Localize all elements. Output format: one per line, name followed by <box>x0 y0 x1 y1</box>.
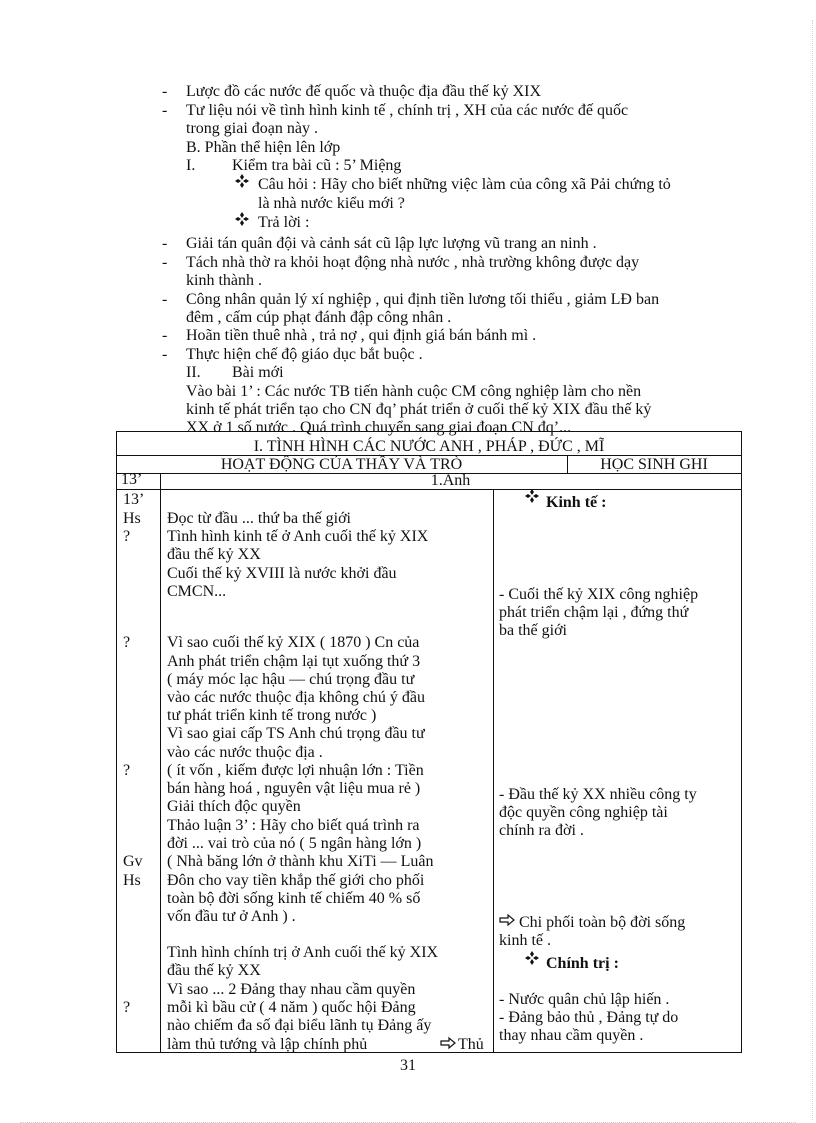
role-cell: Hs <box>123 510 141 527</box>
note-line: - Nước quân chủ lập hiến . <box>499 991 670 1008</box>
bullet-icon <box>524 488 540 509</box>
activity-line: tư phát triển kinh tế trong nước ) <box>167 707 377 724</box>
time-cell: 13’ <box>121 471 143 488</box>
role-cell: Gv <box>123 853 143 870</box>
note-line: - Đảng bảo thủ , Đảng tự do <box>499 1009 679 1026</box>
role-cell: 13’ <box>123 491 145 508</box>
answer-item: Công nhân quản lý xí nghiệp , qui định tiền lương tối thiểu , giảm LĐ ban <box>186 291 660 308</box>
note-line: Chi phối toàn bộ đời sống <box>519 914 686 931</box>
activity-line: đầu thế kỷ XX <box>167 546 261 563</box>
activity-line: Anh phát triển chậm lại tụt xuống thứ 3 <box>167 653 421 670</box>
activity-line: vào các nước thuộc địa . <box>167 744 323 761</box>
activity-line: làm thủ tướng và lập chính phủ <box>167 1036 368 1053</box>
list-item: Lược đồ các nước đế quốc và thuộc địa đầu thế kỷ XIX <box>186 83 542 100</box>
activity-line: CMCN... <box>167 583 227 600</box>
table-border <box>493 489 494 1052</box>
activity-line: vốn đầu tư ở Anh ) . <box>167 908 296 925</box>
answer-item: Tách nhà thờ ra khỏi hoạt động nhà nước , nhà trường không được dạy <box>186 254 640 271</box>
note-heading: Kinh tế : <box>546 494 607 511</box>
intro-paragraph-line: kinh tế phát triển tạo cho CN đq’ phát triển ở cuối thế kỷ XIX đầu thế kỷ <box>186 401 652 418</box>
activity-line: Vì sao cuối thế kỷ XIX ( 1870 ) Cn của <box>167 634 420 651</box>
roman-numeral: II. <box>186 364 201 381</box>
intro-paragraph-line: Vào bài 1’ : Các nước TB tiến hành cuộc CM công nghiệp làm cho nền <box>186 383 642 400</box>
activity-line: Tình hình kinh tế ở Anh cuối thế kỷ XIX <box>167 528 429 545</box>
activity-line: toàn bộ đời sống kinh tế chiếm 40 % số <box>167 890 421 907</box>
arrow-icon <box>499 913 515 932</box>
page-number: 31 <box>400 1057 416 1074</box>
list-dash: - <box>162 254 168 271</box>
activity-line: bán hàng hoá , nguyên vật liệu mua rẻ ) <box>167 780 421 797</box>
activity-line: Giải thích độc quyền <box>167 798 301 815</box>
activity-line: Thảo luận 3’ : Hãy cho biết quá trình ra <box>167 817 420 834</box>
bullet-icon <box>524 950 540 971</box>
list-dash: - <box>162 102 168 119</box>
note-line: phát triển chậm lại , đứng thứ <box>499 604 689 621</box>
section-heading: Kiểm tra bài cũ : 5’ Miệng <box>232 157 402 174</box>
question-line: Câu hỏi : Hãy cho biết những việc làm của công xã Pải chứng tỏ <box>258 176 671 193</box>
list-dash: - <box>162 83 168 100</box>
activity-line: đời ... vai trò của nó ( 5 ngân hàng lớn ) <box>167 835 422 852</box>
activity-line: Đọc từ đầu ... thứ ba thế giới <box>167 510 351 527</box>
note-line: chính ra đời . <box>499 822 584 839</box>
activity-line: Vì sao giai cấp TS Anh chú trọng đầu tư <box>167 725 425 742</box>
bullet-icon <box>234 173 250 194</box>
activity-line: ( máy móc lạc hậu — chú trọng đầu tư <box>167 671 415 688</box>
header-left: HOẠT ĐỘNG CỦA THẦY VÀ TRÒ <box>220 456 463 473</box>
table-border <box>160 473 161 1052</box>
table-border <box>116 431 742 432</box>
table-border <box>741 431 742 1052</box>
part-b-heading: B. Phần thể hiện lên lớp <box>186 139 341 156</box>
answer-item-continued: đêm , cấm cúp phạt đánh đập công nhân . <box>186 309 452 326</box>
subsection-title: 1.Anh <box>430 472 471 489</box>
list-dash: - <box>162 291 168 308</box>
list-item-continued: trong giai đoạn này . <box>186 120 318 137</box>
activity-line: Tình hình chính trị ở Anh cuối thế kỷ XIX <box>167 944 439 961</box>
note-heading: Chính trị : <box>546 955 619 972</box>
page-edge <box>812 20 813 1120</box>
roman-numeral: I. <box>186 157 196 174</box>
activity-line: Thủ <box>458 1036 484 1053</box>
note-line: - Đầu thế kỷ XX nhiều công ty <box>499 786 697 803</box>
activity-line: nào chiếm đa số đại biểu lãnh tụ Đảng ấy <box>167 1017 432 1034</box>
intro-paragraph-line: XX ở 1 số nước . Quá trình chuyển sang giai đoạn CN đq’... <box>186 419 572 436</box>
role-cell: ? <box>123 762 131 779</box>
role-cell: ? <box>123 999 131 1016</box>
activity-line: Cuối thế kỷ XVIII là nước khởi đầu <box>167 565 397 582</box>
activity-line: Vì sao ... 2 Đảng thay nhau cầm quyền <box>167 981 416 998</box>
bullet-icon <box>234 211 250 232</box>
answer-item: Thực hiện chế độ giáo dục bắt buộc . <box>186 346 423 363</box>
list-dash: - <box>162 346 168 363</box>
note-line: thay nhau cầm quyền . <box>499 1027 644 1044</box>
table-border <box>116 431 117 1052</box>
activity-line: Đôn cho vay tiền khắp thế giới cho phối <box>167 872 425 889</box>
note-line: ba thế giới <box>499 622 567 639</box>
table-section-title: I. TÌNH HÌNH CÁC NƯỚC ANH , PHÁP , ĐỨC , MĨ <box>253 438 605 455</box>
answer-item: Hoãn tiền thuê nhà , trả nợ , qui định giá bán bánh mì . <box>186 327 537 344</box>
list-dash: - <box>162 235 168 252</box>
role-cell: ? <box>123 634 131 651</box>
header-right: HỌC SINH GHI <box>600 456 708 473</box>
arrow-icon <box>440 1036 456 1055</box>
role-cell: ? <box>123 528 131 545</box>
answer-label: Trả lời : <box>258 214 310 231</box>
role-cell: Hs <box>123 872 141 889</box>
answer-item: Giải tán quân đội và cảnh sát cũ lập lực lượng vũ trang an ninh . <box>186 235 597 252</box>
note-line: kinh tế . <box>499 932 551 949</box>
section-heading: Bài mới <box>232 364 284 381</box>
activity-line: đầu thế kỷ XX <box>167 962 261 979</box>
list-dash: - <box>162 327 168 344</box>
answer-item-continued: kinh thành . <box>186 272 262 289</box>
list-item: Tư liệu nói về tình hình kinh tế , chính trị , XH của các nước đế quốc <box>186 102 629 119</box>
activity-line: ( Nhà băng lớn ở thành khu XiTi — Luân <box>167 853 434 870</box>
note-line: - Cuối thế kỷ XIX công nghiệp <box>499 586 699 603</box>
activity-line: ( ít vốn , kiếm được lợi nhuận lớn : Tiền <box>167 762 424 779</box>
note-line: độc quyền công nghiệp tài <box>499 804 668 821</box>
question-line: là nhà nước kiểu mới ? <box>258 195 405 212</box>
activity-line: vào các nước thuộc địa không chú ý đầu <box>167 689 425 706</box>
activity-line: mỗi kì bầu cử ( 4 năm ) quốc hội Đảng <box>167 999 416 1016</box>
